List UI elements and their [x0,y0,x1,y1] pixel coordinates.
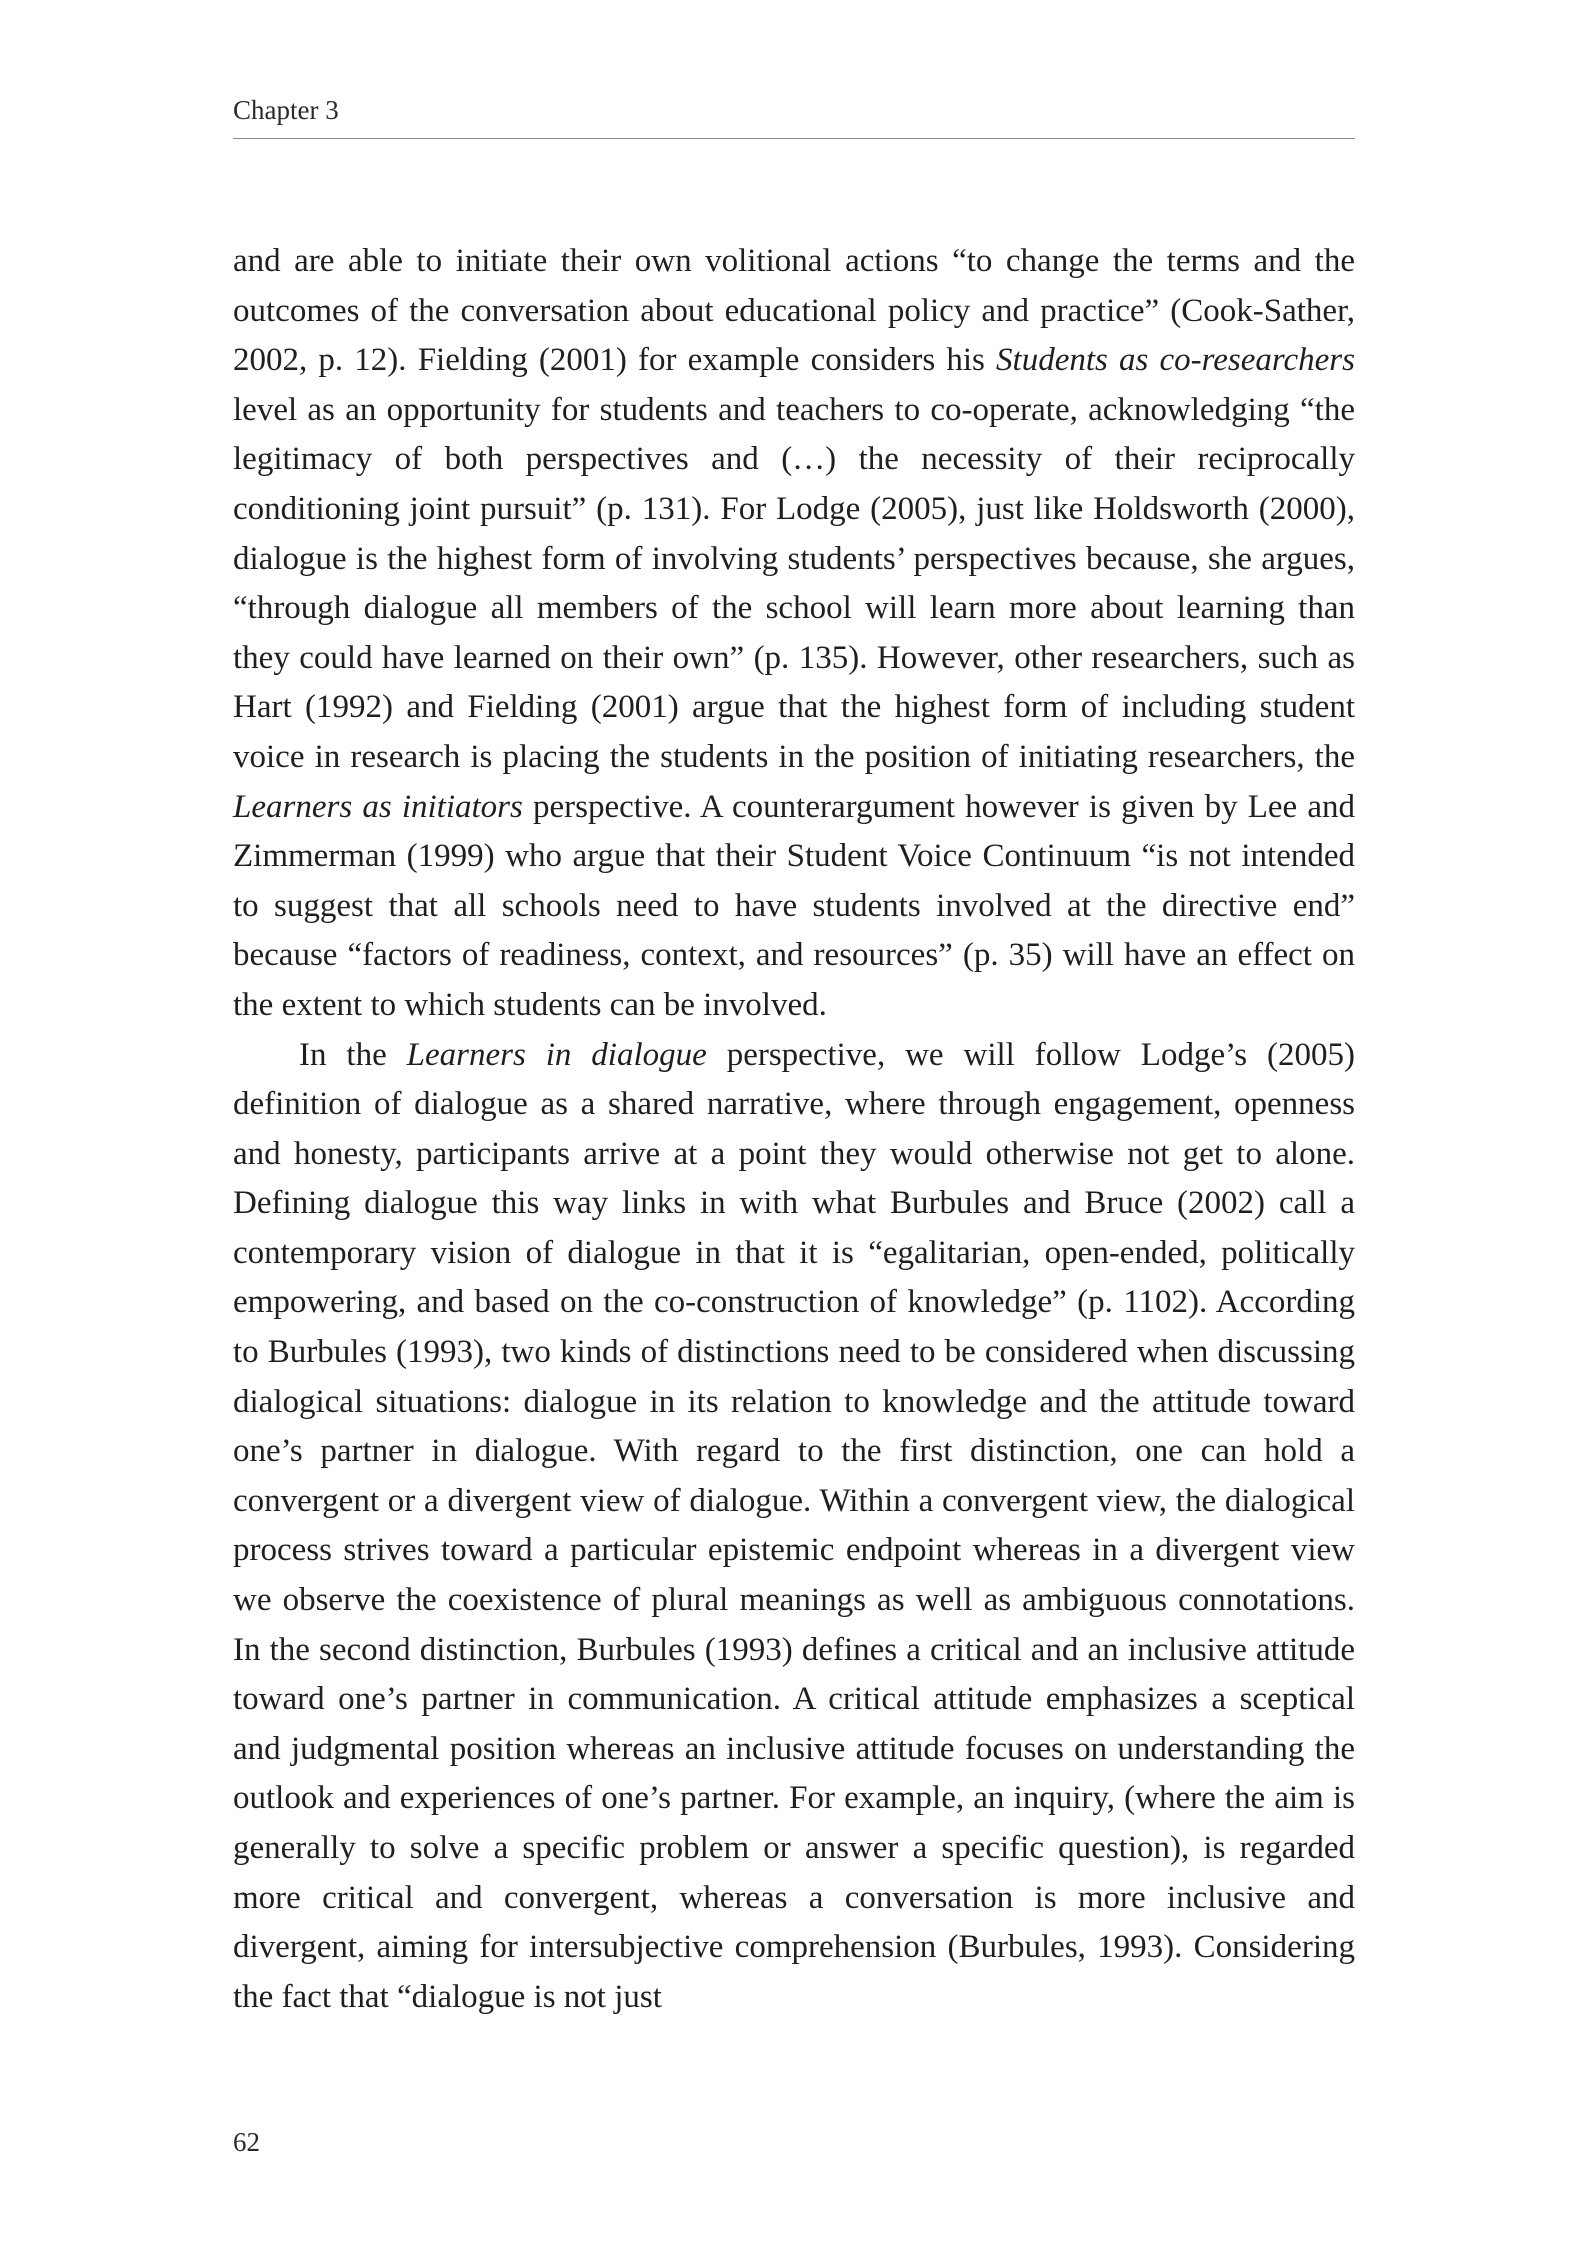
text-segment: and are able to initiate their own volitional actions “to change the terms and the outcomes of the conversation about educational policy and practice” (Cook-Sather, 2002, p. 12). Fielding (2001) for example considers his [233,243,1355,379]
paragraph-2 [233,1031,1355,2023]
running-header [233,92,1355,139]
italic-term: Students as co-researchers [996,342,1355,379]
text-segment: perspective. A counterargument however is given by Lee and Zimmerman (1999) who argue that their Student Voice Continuum “is not intended to suggest that all schools need to have students involved at the directive end” because “factors of readiness, context, and resources” (p. 35) will have an effect on the extent to which students can be involved. [233,788,1355,1023]
header-rule [233,138,1355,139]
italic-term: Learners as initiators [233,788,523,825]
body-text [233,237,1355,2022]
text-segment: perspective, we will follow Lodge’s (2005) definition of dialogue as a shared narrative, where through engagement, openness and honesty, participants arrive at a point they would otherwise not get to alone. Defining dialogue this way links in with what Burbules and Bruce (2002) call a contemporary vision of dialogue in that it is “egalitarian, open-ended, politically empowering, and based on the co-construction of knowledge” (p. 1102). According to Burbules (1993), two kinds of distinctions need to be considered when discussing dialogical situations: dialogue in its relation to knowledge and the attitude toward one’s partner in dialogue. With regard to the first distinction, one can hold a convergent or a divergent view of dialogue. Within a convergent view, the dialogical process strives toward a particular epistemic endpoint whereas in a divergent view we observe the coexistence of plural meanings as well as ambiguous connotations. In the second distinction, Burbules (1993) defines a critical and an inclusive attitude toward one’s partner in communication. A critical attitude emphasizes a sceptical and judgmental position whereas an inclusive attitude focuses on understanding the outlook and experiences of one’s partner. For example, an inquiry, (where the aim is generally to solve a specific problem or answer a specific question), is regarded more critical and convergent, whereas a conversation is more inclusive and divergent, aiming for intersubjective comprehension (Burbules, 1993). Considering the fact that “dialogue is not just [233,1036,1356,2015]
text-segment: In the [299,1036,407,1073]
chapter-title: Chapter 3 [233,95,339,125]
page-number: 62 [233,2127,260,2157]
italic-term: Learners in dialogue [406,1036,707,1073]
paragraph-1 [233,237,1355,1031]
text-segment: level as an opportunity for students and teachers to co-operate, acknowledging “the legitimacy of both perspectives and (…) the necessity of their reciprocally conditioning joint pursuit” (p. 131). For Lodge (2005), just like Holdsworth (2000), dialogue is the highest form of involving students’ perspectives because, she argues, “through dialogue all members of the school will learn more about learning than they could have learned on their own” (p. 135). However, other researchers, such as Hart (1992) and Fielding (2001) argue that the highest form of including student voice in research is placing the students in the position of initiating researchers, the [233,391,1355,775]
